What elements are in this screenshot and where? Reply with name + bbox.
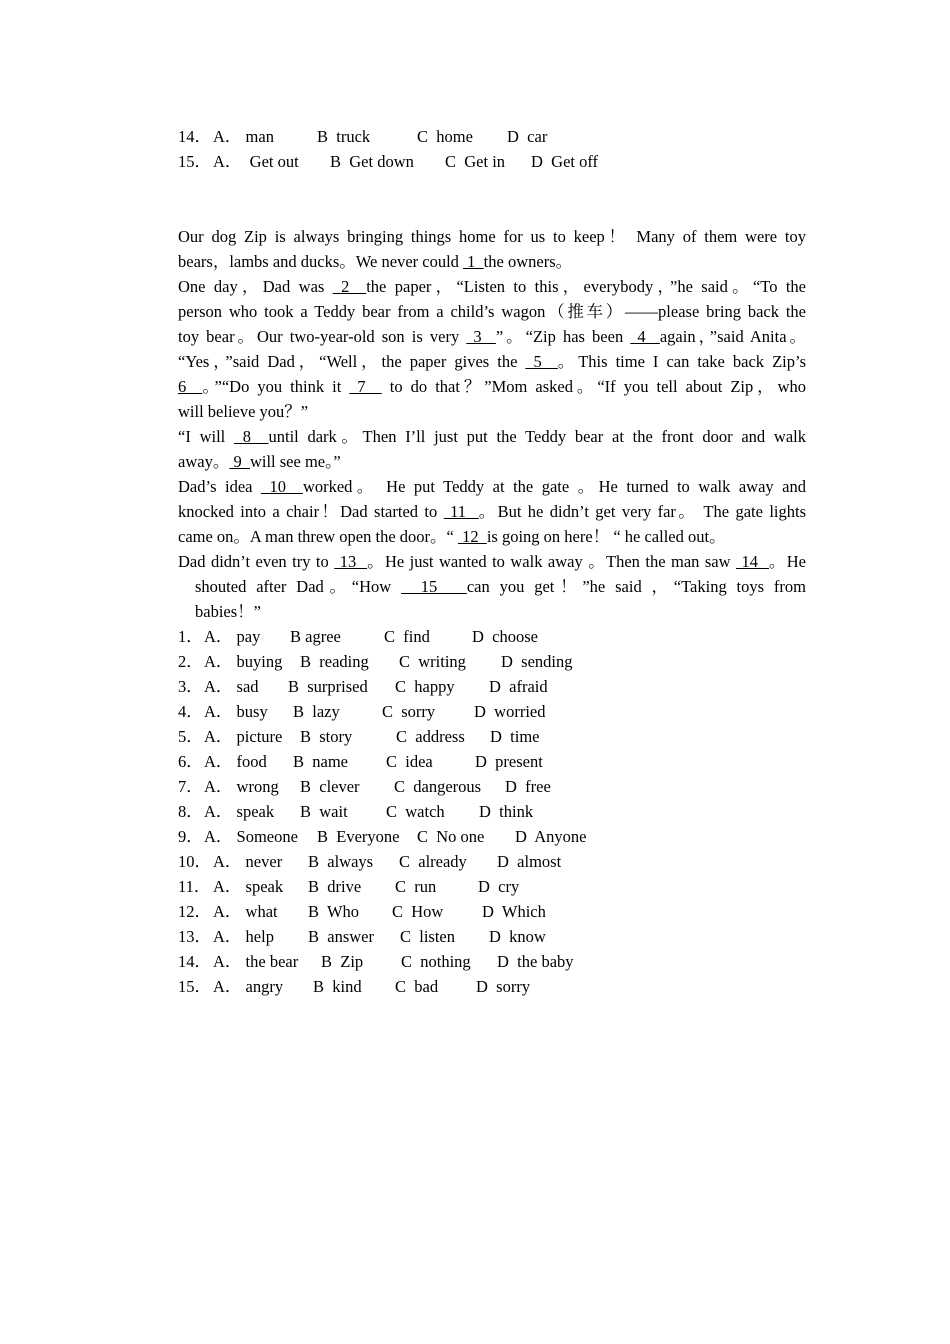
question-number: 3． xyxy=(178,677,203,696)
blank-13: 13 xyxy=(334,552,368,571)
option-c: C watch xyxy=(386,802,445,821)
question-11 xyxy=(178,874,806,899)
question-number: 5． xyxy=(178,727,203,746)
option-d: D Anyone xyxy=(515,827,587,846)
option-d: D free xyxy=(505,777,551,796)
option-a: A． what xyxy=(213,902,278,921)
option-c: C listen xyxy=(400,927,456,946)
option-a: A． speak xyxy=(213,877,284,896)
passage-line: “Yes，”said Dad，“Well，the paper gives the 5 。This time I can take back Zip’s xyxy=(178,352,806,371)
option-a: A． pay xyxy=(204,627,261,646)
option-d: D present xyxy=(475,752,543,771)
option-d: D Which xyxy=(482,902,546,921)
option-b: B surprised xyxy=(288,677,368,696)
option-b: B reading xyxy=(300,652,369,671)
passage-line: 6 。”“Do you think it 7 to do that？”Mom asked。“If you tell about Zip，who xyxy=(178,377,806,396)
blank-12: 12 xyxy=(457,527,487,546)
option-d: D sorry xyxy=(476,977,531,996)
question-3 xyxy=(178,674,806,699)
option-c: C writing xyxy=(399,652,466,671)
option-c: C happy xyxy=(395,677,455,696)
option-c: C nothing xyxy=(401,952,471,971)
blank-7: 7 xyxy=(349,377,382,396)
option-d: D think xyxy=(479,802,534,821)
passage-line: will believe you？” xyxy=(178,402,309,421)
question-number: 15． xyxy=(178,152,211,171)
option-b: B clever xyxy=(300,777,360,796)
question-12 xyxy=(178,899,806,924)
question-number: 15． xyxy=(178,977,211,996)
question-number: 1． xyxy=(178,627,203,646)
option-a: A． sad xyxy=(204,677,259,696)
option-a: A． angry xyxy=(213,977,284,996)
passage-line: came on。A man threw open the door。“ 12 is going on here！ “ he called out。 xyxy=(178,527,726,546)
option-c: C sorry xyxy=(382,702,436,721)
option-a: A． picture xyxy=(204,727,283,746)
question-number: 4． xyxy=(178,702,203,721)
passage-line: toy bear。Our two-year-old son is very 3 ”。“Zip has been 4 again，”said Anita。 xyxy=(178,327,807,346)
option-b: B Get down xyxy=(330,152,414,171)
option-c: C dangerous xyxy=(394,777,482,796)
option-c: C find xyxy=(384,627,430,646)
passage-line: Dad’s idea 10 worked。 He put Teddy at the gate 。He turned to walk away and xyxy=(178,477,806,496)
question-2 xyxy=(178,649,806,674)
blank-1: 1 xyxy=(463,252,484,271)
option-d: D cry xyxy=(478,877,520,896)
blank-9: 9 xyxy=(229,452,250,471)
spacer xyxy=(178,174,806,224)
question-number: 14． xyxy=(178,127,211,146)
option-b: B drive xyxy=(308,877,362,896)
option-b: B wait xyxy=(300,802,348,821)
option-c: C How xyxy=(392,902,444,921)
question-9 xyxy=(178,824,806,849)
question-4 xyxy=(178,699,806,724)
question-number: 8． xyxy=(178,802,203,821)
option-d: D afraid xyxy=(489,677,548,696)
option-b: B agree xyxy=(290,627,341,646)
option-d: D worried xyxy=(474,702,546,721)
option-b: B answer xyxy=(308,927,374,946)
passage-line: shouted after Dad。“How 15 can you get！”he said ，“Taking toys from xyxy=(195,577,807,596)
question-number: 12． xyxy=(178,902,211,921)
option-a: A． Get out xyxy=(213,152,299,171)
passage-line: knocked into a chair！Dad started to 11 。But he didn’t get very far。 The gate lights xyxy=(178,502,806,521)
question-8 xyxy=(178,799,806,824)
option-d: D Get off xyxy=(531,152,599,171)
option-d: D know xyxy=(489,927,546,946)
option-a: A． the bear xyxy=(213,952,299,971)
question-list xyxy=(178,624,806,999)
question-6 xyxy=(178,749,806,774)
option-b: B truck xyxy=(317,127,371,146)
option-b: B Everyone xyxy=(317,827,400,846)
option-d: D sending xyxy=(501,652,573,671)
blank-8: 8 xyxy=(233,427,269,446)
document-page xyxy=(178,124,806,999)
option-b: B kind xyxy=(313,977,362,996)
question-number: 9． xyxy=(178,827,203,846)
option-b: B story xyxy=(300,727,353,746)
option-c: C idea xyxy=(386,752,433,771)
option-a: A． wrong xyxy=(204,777,279,796)
question-number: 14． xyxy=(178,952,211,971)
question-15 xyxy=(178,974,806,999)
option-c: C home xyxy=(417,127,473,146)
blank-4: 4 xyxy=(630,327,660,346)
option-a: A． busy xyxy=(204,702,268,721)
question-number: 11． xyxy=(178,877,211,896)
blank-10: 10 xyxy=(260,477,303,496)
option-b: B Zip xyxy=(321,952,364,971)
blank-11: 11 xyxy=(443,502,479,521)
option-d: D time xyxy=(490,727,540,746)
blank-3: 3 xyxy=(466,327,496,346)
cloze-passage xyxy=(178,224,806,624)
option-c: C Get in xyxy=(445,152,506,171)
option-a: A． Someone xyxy=(204,827,298,846)
option-a: A． speak xyxy=(204,802,275,821)
question-number: 7． xyxy=(178,777,203,796)
option-a: A． food xyxy=(204,752,267,771)
question-number: 6． xyxy=(178,752,203,771)
option-d: D almost xyxy=(497,852,562,871)
option-c: C run xyxy=(395,877,437,896)
question-number: 10． xyxy=(178,852,211,871)
question-5 xyxy=(178,724,806,749)
option-b: B lazy xyxy=(293,702,340,721)
blank-14: 14 xyxy=(736,552,769,571)
option-d: D the baby xyxy=(497,952,574,971)
passage-line: One day，Dad was 2 the paper，“Listen to this，everybody，”he said。“To the xyxy=(178,277,806,296)
option-c: C address xyxy=(396,727,465,746)
option-b: B Who xyxy=(308,902,360,921)
prev-question-15 xyxy=(178,149,806,174)
option-a: A． never xyxy=(213,852,283,871)
option-d: D choose xyxy=(472,627,538,646)
question-7 xyxy=(178,774,806,799)
passage-line: away。 9 will see me。” xyxy=(178,452,341,471)
question-10 xyxy=(178,849,806,874)
passage-line: Our dog Zip is always bringing things home for us to keep！ Many of them were toy xyxy=(178,227,806,246)
question-number: 2． xyxy=(178,652,203,671)
option-a: A． buying xyxy=(204,652,283,671)
option-c: C No one xyxy=(417,827,485,846)
question-13 xyxy=(178,924,806,949)
option-d: D car xyxy=(507,127,548,146)
option-b: B name xyxy=(293,752,348,771)
passage-line: person who took a Teddy bear from a child’s wagon（推车）——please bring back the xyxy=(178,302,806,321)
blank-15: 15 xyxy=(401,577,467,596)
question-1 xyxy=(178,624,806,649)
passage-line: bears，lambs and ducks。We never could 1 the owners。 xyxy=(178,252,573,271)
prev-question-14 xyxy=(178,124,806,149)
option-c: C already xyxy=(399,852,467,871)
passage-line: Dad didn’t even try to 13 。He just wanted to walk away 。Then the man saw 14 。He xyxy=(178,552,806,571)
blank-5: 5 xyxy=(525,352,558,371)
option-a: A． man xyxy=(213,127,274,146)
blank-6: 6 xyxy=(178,377,203,396)
question-14 xyxy=(178,949,806,974)
question-number: 13． xyxy=(178,927,211,946)
option-c: C bad xyxy=(395,977,439,996)
option-a: A． help xyxy=(213,927,274,946)
option-b: B always xyxy=(308,852,374,871)
passage-line: babies！” xyxy=(195,602,261,621)
passage-line: “I will 8 until dark。Then I’ll just put the Teddy bear at the front door and walk xyxy=(178,427,807,446)
blank-2: 2 xyxy=(332,277,367,296)
